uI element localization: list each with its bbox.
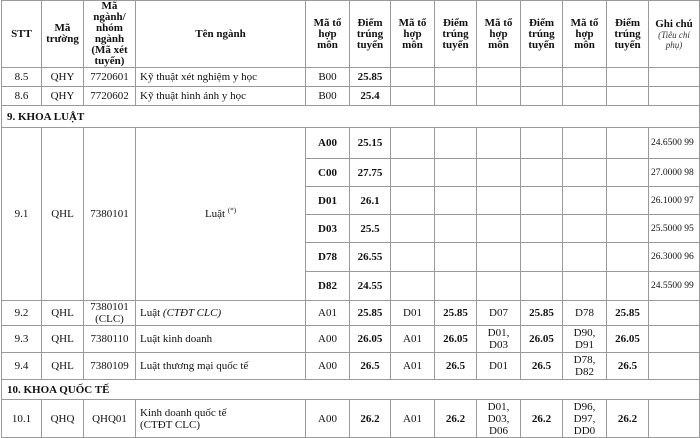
diem-cell: 25.85 (607, 301, 649, 326)
to-hop-cell: A00 (306, 400, 350, 438)
header-ma-to-hop-3: Mã tổ hợp môn (477, 1, 521, 68)
header-ma-to-hop-4: Mã tổ hợp môn (563, 1, 607, 68)
to-hop-cell: D78 (306, 243, 350, 272)
table-row (2, 128, 700, 159)
to-hop-cell: A01 (306, 301, 350, 326)
stt-cell: 9.1 (2, 128, 42, 301)
to-hop-cell: C00 (306, 159, 350, 187)
diem-cell: 26.2 (435, 400, 477, 438)
to-hop-cell: A01 (391, 353, 435, 380)
diem-cell: 25.85 (435, 301, 477, 326)
stt-cell: 9.3 (2, 326, 42, 353)
to-hop-cell: A01 (391, 326, 435, 353)
table-row (2, 326, 700, 353)
diem-cell: 26.5 (435, 353, 477, 380)
ten-nganh-cell: Luật kinh doanh (136, 326, 306, 353)
stt-cell: 8.5 (2, 68, 42, 87)
truong-cell: QHL (42, 128, 84, 301)
ten-nganh-program: (CTĐT CLC) (162, 307, 222, 319)
truong-cell: QHY (42, 87, 84, 106)
diem-cell: 26.05 (607, 326, 649, 353)
diem-cell: 26.1 (350, 187, 391, 215)
diem-cell: 26.05 (435, 326, 477, 353)
section-title: 9. KHOA LUẬT (2, 106, 700, 128)
truong-cell: QHL (42, 326, 84, 353)
header-ten-nganh: Tên ngành (136, 1, 306, 68)
diem-cell: 25.4 (350, 87, 391, 106)
diem-cell: 25.5 (350, 215, 391, 243)
to-hop-cell: A00 (306, 128, 350, 159)
diem-cell: 25.85 (521, 301, 563, 326)
to-hop-cell: D96, D97, DD0 (563, 400, 607, 438)
to-hop-cell: A01 (391, 400, 435, 438)
ten-nganh-cell: Kỹ thuật hình ảnh y học (136, 87, 306, 106)
ma-nganh-cell: 7380109 (84, 353, 136, 380)
table-row (2, 68, 700, 87)
section-title: 10. KHOA QUỐC TẾ (2, 380, 700, 400)
diem-cell: 26.05 (521, 326, 563, 353)
ma-nganh-cell: QHQ01 (84, 400, 136, 438)
truong-cell: QHQ (42, 400, 84, 438)
to-hop-cell: A00 (306, 326, 350, 353)
header-diem-2: Điểm trúng tuyển (435, 1, 477, 68)
diem-cell: 26.5 (350, 353, 391, 380)
truong-cell: QHY (42, 68, 84, 87)
ten-nganh-text: Luật (140, 307, 161, 319)
header-stt: STT (2, 1, 42, 68)
to-hop-cell: D82 (306, 272, 350, 301)
header-row (2, 1, 700, 68)
to-hop-cell: D01, D03, D06 (477, 400, 521, 438)
diem-cell: 26.5 (521, 353, 563, 380)
diem-cell: 27.75 (350, 159, 391, 187)
ghi-chu-cell: 27.0000 98 (649, 159, 700, 187)
diem-cell: 26.55 (350, 243, 391, 272)
to-hop-cell: A00 (306, 353, 350, 380)
ten-nganh-sup: (*) (227, 206, 237, 215)
diem-cell: 26.5 (607, 353, 649, 380)
ten-nganh-cell: Kỹ thuật xét nghiệm y học (136, 68, 306, 87)
to-hop-cell: B00 (306, 87, 350, 106)
header-diem-4: Điểm trúng tuyển (607, 1, 649, 68)
ma-nganh-cell: 7380101 (84, 128, 136, 301)
section-row (2, 380, 700, 400)
header-ma-truong: Mã trường (42, 1, 84, 68)
header-diem-1: Điểm trúng tuyển (350, 1, 391, 68)
header-ghi-chu (649, 1, 700, 68)
table-row (2, 301, 700, 326)
ten-nganh-cell (136, 128, 306, 301)
stt-cell: 9.2 (2, 301, 42, 326)
ghi-chu-label: Ghi chú (655, 17, 693, 30)
ten-nganh-cell (136, 301, 306, 326)
diem-cell: 24.55 (350, 272, 391, 301)
truong-cell: QHL (42, 353, 84, 380)
ma-nganh-cell: 7720602 (84, 87, 136, 106)
diem-cell: 25.85 (350, 68, 391, 87)
ma-nganh-cell: 7720601 (84, 68, 136, 87)
to-hop-cell: B00 (306, 68, 350, 87)
stt-cell: 8.6 (2, 87, 42, 106)
to-hop-cell: D78 (563, 301, 607, 326)
header-ma-to-hop-1: Mã tổ hợp môn (306, 1, 350, 68)
ten-nganh-cell: Luật thương mại quốc tế (136, 353, 306, 380)
to-hop-cell: D07 (477, 301, 521, 326)
stt-cell: 9.4 (2, 353, 42, 380)
to-hop-cell: D78, D82 (563, 353, 607, 380)
ma-nganh-cell: 7380101 (CLC) (84, 301, 136, 326)
ma-nganh-cell: 7380110 (84, 326, 136, 353)
diem-cell: 25.15 (350, 128, 391, 159)
diem-cell: 26.2 (521, 400, 563, 438)
stt-cell: 10.1 (2, 400, 42, 438)
table-row (2, 87, 700, 106)
to-hop-cell: D01 (477, 353, 521, 380)
to-hop-cell: D01 (306, 187, 350, 215)
diem-cell: 26.05 (350, 326, 391, 353)
to-hop-cell: D90, D91 (563, 326, 607, 353)
ghi-chu-cell: 24.6500 99 (649, 128, 700, 159)
diem-cell: 26.2 (607, 400, 649, 438)
ghi-chu-cell: 26.1000 97 (649, 187, 700, 215)
diem-cell: 25.85 (350, 301, 391, 326)
truong-cell: QHL (42, 301, 84, 326)
ghi-chu-sublabel: (Tiêu chí phụ) (658, 29, 690, 50)
header-ma-nganh: Mã ngành/ nhóm ngành (Mã xét tuyển) (84, 1, 136, 68)
header-ma-to-hop-2: Mã tổ hợp môn (391, 1, 435, 68)
to-hop-cell: D03 (306, 215, 350, 243)
admission-score-table (1, 0, 700, 438)
section-row (2, 106, 700, 128)
ghi-chu-cell: 24.5500 99 (649, 272, 700, 301)
table-row (2, 400, 700, 438)
table-row (2, 353, 700, 380)
ghi-chu-cell: 26.3000 96 (649, 243, 700, 272)
header-diem-3: Điểm trúng tuyển (521, 1, 563, 68)
ten-nganh-cell: Kinh doanh quốc tế (CTĐT CLC) (136, 400, 306, 438)
to-hop-cell: D01 (391, 301, 435, 326)
ghi-chu-cell: 25.5000 95 (649, 215, 700, 243)
diem-cell: 26.2 (350, 400, 391, 438)
ten-nganh-text: Luật (204, 208, 226, 220)
to-hop-cell: D01, D03 (477, 326, 521, 353)
